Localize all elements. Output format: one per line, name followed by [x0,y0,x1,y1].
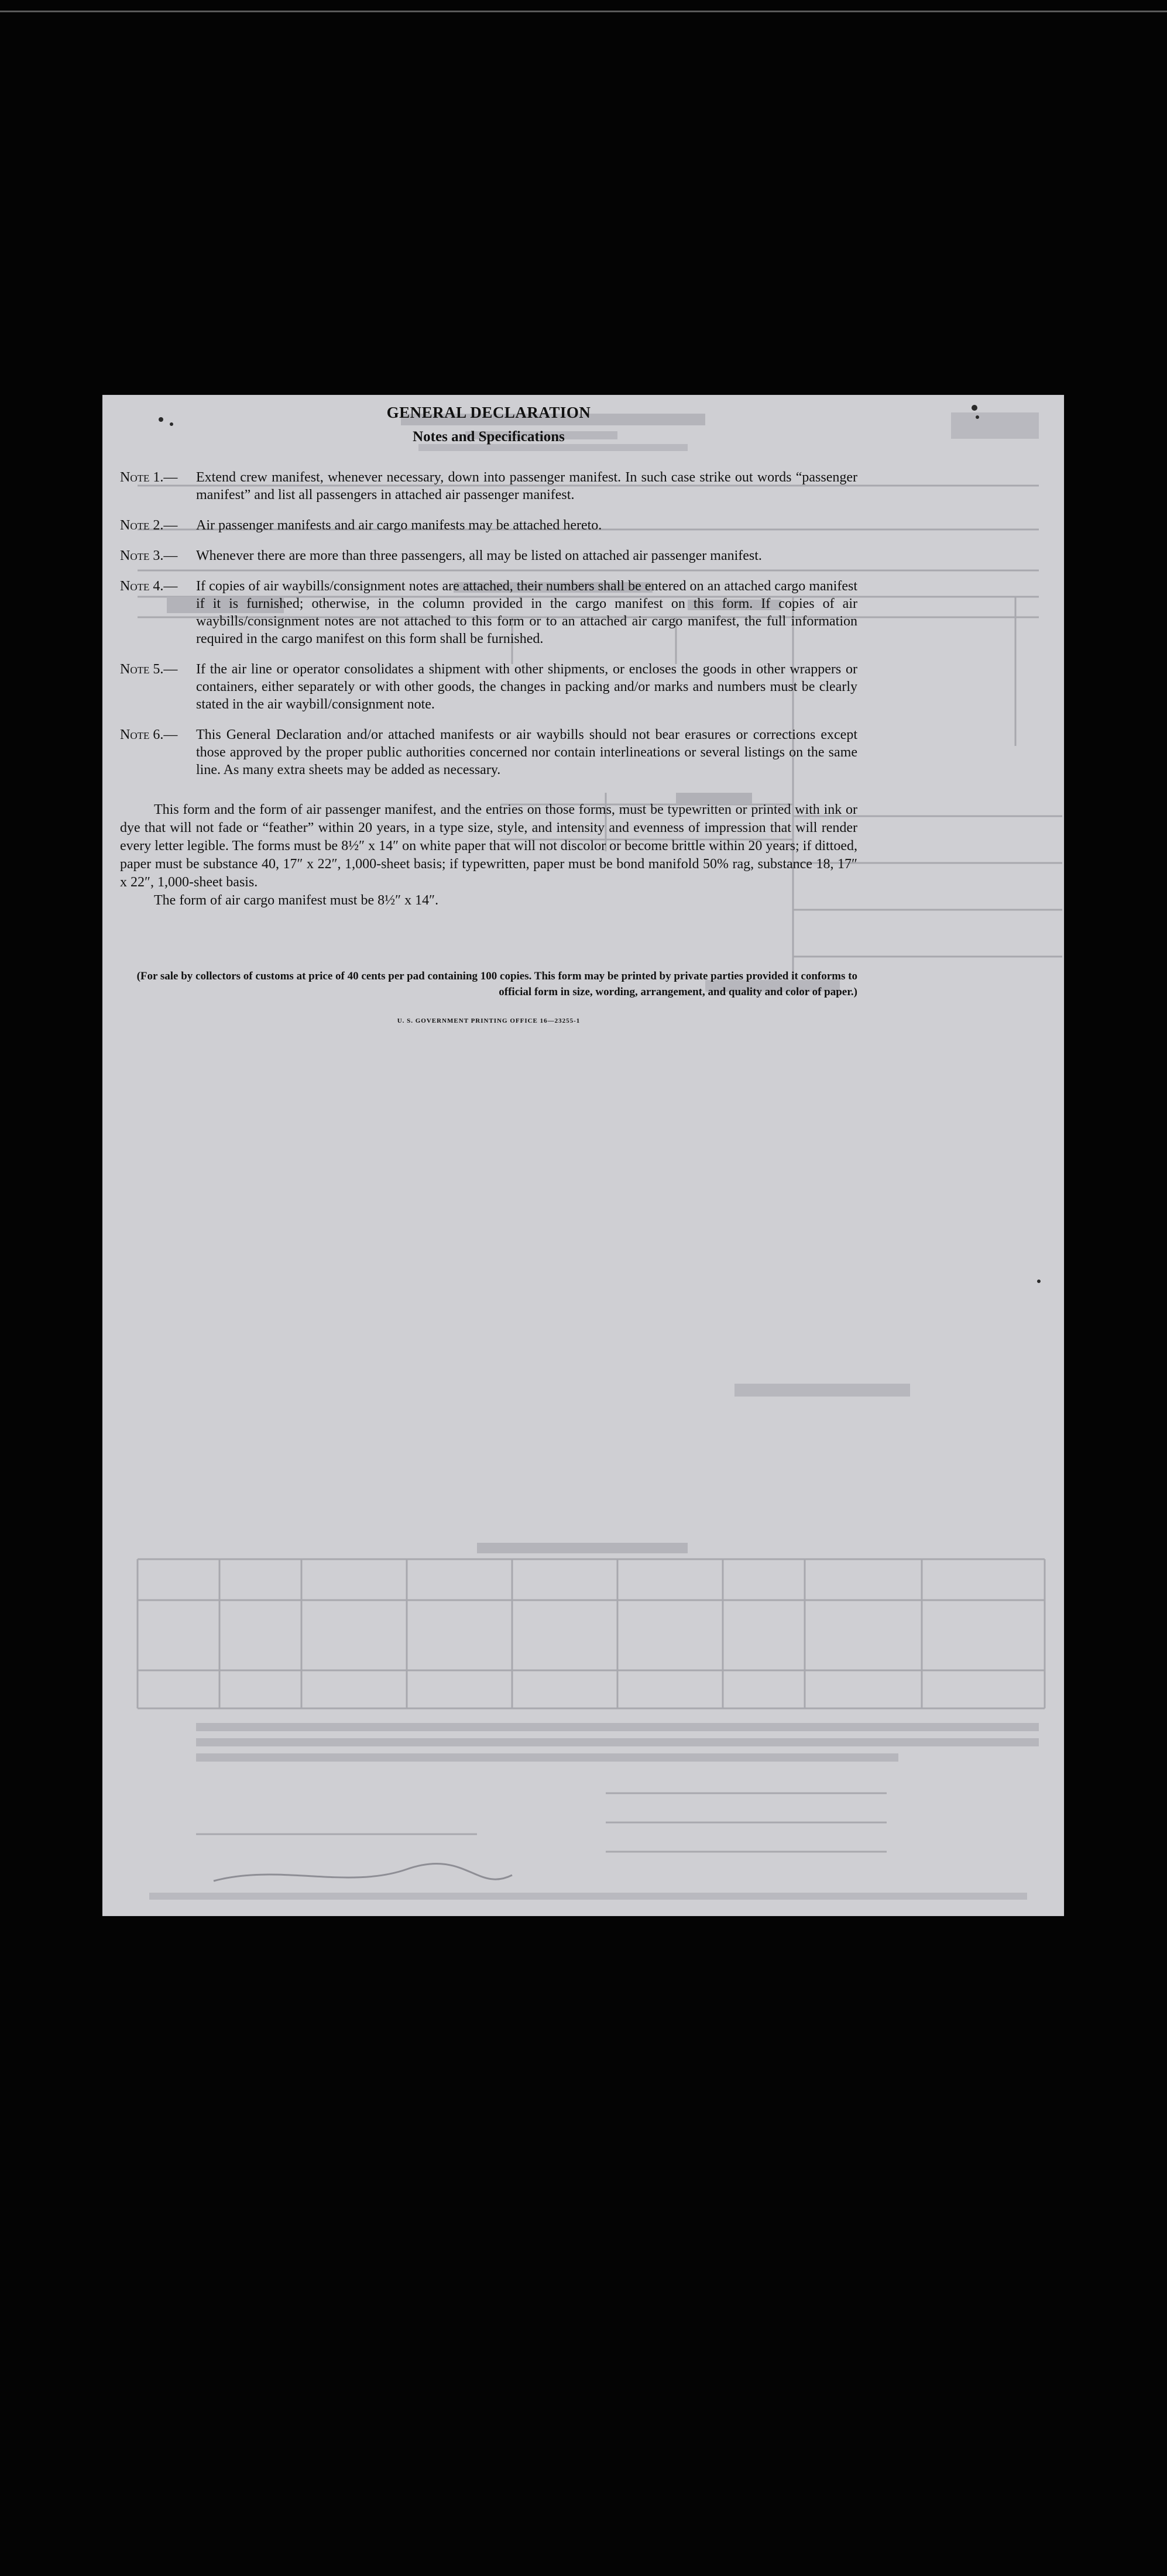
note-4 [120,577,857,648]
notes-and-specifications [120,404,857,1024]
paper-specification-paragraph: This form and the form of air passenger manifest, and the entries on those forms, must be typewritten or printed with ink or dye that will not fade or “feather” within 20 years, in a type size, style, and intensity and evenness of impression that will render every letter legible. The forms must be 8½″ x 14″ on white paper that will not discolor or become brittle within 20 years; if dittoed, paper must be substance 40, 17″ x 22″, 1,000-sheet basis; if typewritten, paper must be bond manifold 50% rag, substance 18, 17″ x 22″, 1,000-sheet basis. [120,802,857,890]
note-text: This General Declaration and/or attached manifests or air waybills should not bear erasures or corrections except those approved by the proper public authorities concerned nor contain interlineations or several listings on the same line. As many extra sheets may be added as necessary. [196,727,857,778]
document-subtitle: Notes and Specifications [413,429,565,445]
top-border-line [0,11,1167,12]
note-6 [120,726,857,779]
note-5 [120,661,857,713]
printing-office-imprint: U. S. GOVERNMENT PRINTING OFFICE 16—23255-1 [397,1017,581,1024]
note-label: Note 3.— [120,548,178,563]
note-text: Air passenger manifests and air cargo manifests may be attached hereto. [196,518,602,533]
note-3 [120,547,857,565]
note-2 [120,517,857,534]
note-1 [120,469,857,504]
note-label: Note 1.— [120,470,178,485]
note-text: Extend crew manifest, whenever necessary, down into passenger manifest. In such case strike out words “passenger manifest” and list all passengers in attached air passenger manifest. [196,470,857,503]
document-title: GENERAL DECLARATION [386,404,591,421]
sale-notice: (For sale by collectors of customs at price of 40 cents per pad containing 100 copies. This form may be printed by private parties provided it conforms to official form in size, wording, arrangement, and quality and color of paper.) [136,970,857,998]
note-label: Note 2.— [120,518,178,533]
note-label: Note 5.— [120,662,178,677]
note-text: If copies of air waybills/consignment notes are attached, their numbers shall be entered on an attached cargo manifest if it is furnished; otherwise, in the column provided in the cargo manifest on this form. If copies of air waybills/consignment notes are not attached to this form or to an attached air cargo manifest, the full information required in the cargo manifest on this form shall be furnished. [196,579,857,646]
note-label: Note 4.— [120,579,178,594]
note-label: Note 6.— [120,727,178,742]
cargo-manifest-size-line: The form of air cargo manifest must be 8½″ x 14″. [154,893,439,908]
note-text: Whenever there are more than three passengers, all may be listed on attached air passenger manifest. [196,548,762,563]
note-text: If the air line or operator consolidates a shipment with other shipments, or encloses the goods in other wrappers or containers, either separately or with other goods, the changes in packing and/or marks and numbers must be clearly stated in the air waybill/consignment note. [196,662,857,712]
